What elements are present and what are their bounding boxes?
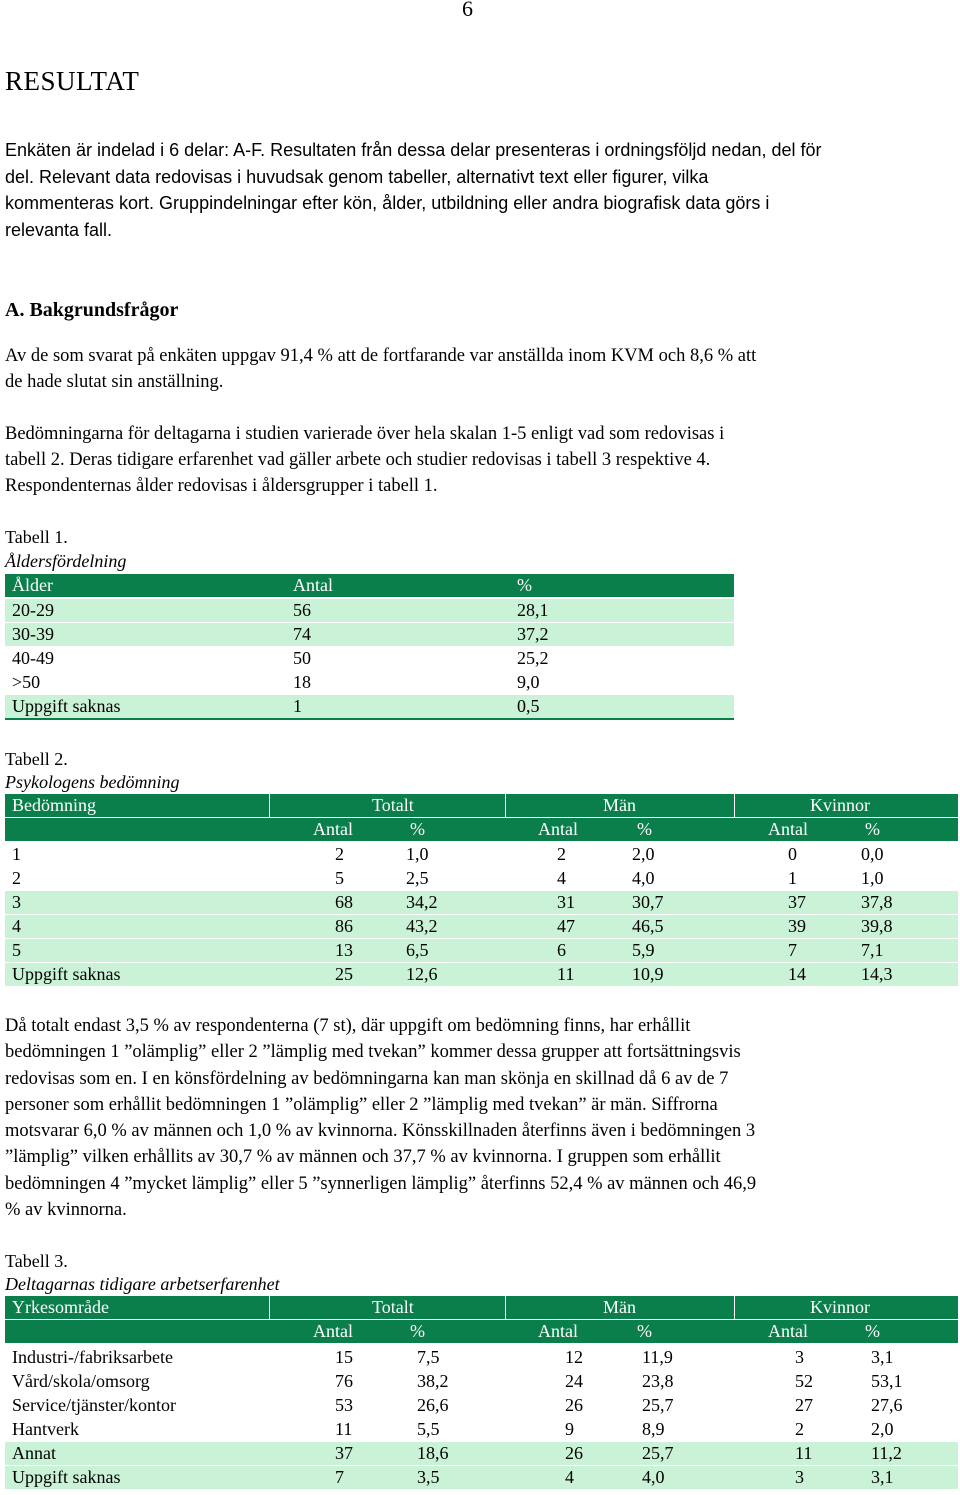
table-cell: 37,8 <box>861 892 893 912</box>
column-header: Antal <box>293 575 333 595</box>
column-header: Ålder <box>12 575 53 595</box>
table-cell: 3,1 <box>871 1467 894 1487</box>
column-header: Totalt <box>372 795 414 815</box>
table-cell: 13 <box>335 940 353 960</box>
table-cell: 50 <box>293 648 311 668</box>
table-cell: Vård/skola/omsorg <box>12 1371 150 1391</box>
table-cell: 18,6 <box>417 1443 449 1463</box>
table-row <box>5 915 958 938</box>
table-cell: Uppgift saknas <box>12 696 121 716</box>
paragraph-line: bedömningen 1 ”olämplig” eller 2 ”lämplig med tvekan” kommer dessa grupper att fortsättningsvis <box>5 1042 741 1063</box>
table-cell: 2 <box>335 844 344 864</box>
table-cell: 68 <box>335 892 353 912</box>
column-subheader: % <box>637 819 652 839</box>
table-cell: 12 <box>565 1347 583 1367</box>
column-subheader: % <box>865 1321 880 1341</box>
table-cell: 3 <box>12 892 21 912</box>
section-heading: A. Bakgrundsfrågor <box>5 299 179 321</box>
table-caption: Åldersfördelning <box>5 551 127 571</box>
table-cell: 14 <box>788 964 806 984</box>
column-header: % <box>517 575 532 595</box>
table-cell: 46,5 <box>632 916 664 936</box>
table-cell: 37 <box>788 892 806 912</box>
table-row <box>5 963 958 986</box>
table-row <box>5 647 734 670</box>
table-cell: >50 <box>12 672 41 692</box>
table-cell: 4 <box>557 868 566 888</box>
table-cell: 38,2 <box>417 1371 449 1391</box>
table-cell: 39,8 <box>861 916 893 936</box>
paragraph-line: personer som erhållit bedömningen 1 ”olämplig” eller 2 ”lämplig med tvekan” är män. Siffrorna <box>5 1094 718 1115</box>
table-header-row <box>5 574 734 597</box>
intro-line: Enkäten är indelad i 6 delar: A-F. Resultaten från dessa delar presenteras i ordningsföljd nedan, del för <box>5 140 822 160</box>
table-row <box>5 867 958 890</box>
table-header-row <box>5 794 958 817</box>
table-cell: 25,7 <box>642 1395 674 1415</box>
table-cell: 53,1 <box>871 1371 903 1391</box>
column-subheader: % <box>410 819 425 839</box>
table-cell: Industri-/fabriksarbete <box>12 1347 173 1367</box>
table-cell: 47 <box>557 916 575 936</box>
table-cell: 3,5 <box>417 1467 440 1487</box>
table-cell: 25,2 <box>517 648 549 668</box>
table-cell: 2 <box>795 1419 804 1439</box>
intro-line: kommenteras kort. Gruppindelningar efter kön, ålder, utbildning eller andra biografisk data görs i <box>5 193 770 213</box>
table-label: Tabell 1. <box>5 527 68 547</box>
table-cell: 9,0 <box>517 672 540 692</box>
table-row <box>5 1394 958 1417</box>
table-cell: 4 <box>565 1467 574 1487</box>
table-label: Tabell 3. <box>5 1251 68 1271</box>
table-cell: 31 <box>557 892 575 912</box>
table-cell: 14,3 <box>861 964 893 984</box>
table-row <box>5 1418 958 1441</box>
table-cell: 34,2 <box>406 892 438 912</box>
table-cell: 37 <box>335 1443 353 1463</box>
table-subheader-row <box>5 1320 958 1343</box>
table-cell: 5 <box>335 868 344 888</box>
paragraph-line: redovisas som en. I en könsfördelning av bedömningarna kan man skönja en skillnad då 6 av de 7 <box>5 1068 729 1089</box>
paragraph-line: bedömningen 4 ”mycket lämplig” eller 5 ”synnerligen lämplig” återfinns 52,4 % av männen och 46,9 <box>5 1173 757 1194</box>
table-cell: 11,9 <box>642 1347 673 1367</box>
table-header-row <box>5 1296 958 1319</box>
table-cell: 37,2 <box>517 624 549 644</box>
table-label: Tabell 2. <box>5 749 68 769</box>
table-cell: 1 <box>788 868 797 888</box>
table-row <box>5 623 734 646</box>
table-cell: 74 <box>293 624 311 644</box>
table-cell: 1,0 <box>861 868 884 888</box>
table-cell: 18 <box>293 672 311 692</box>
table-cell: 8,9 <box>642 1419 665 1439</box>
table-cell: 40-49 <box>12 648 54 668</box>
table-cell: 11 <box>795 1443 813 1463</box>
table-cell: 6,5 <box>406 940 429 960</box>
section-a-paragraph-1 <box>5 343 950 395</box>
table-row <box>5 843 958 866</box>
table-cell: 12,6 <box>406 964 438 984</box>
table-cell: 26 <box>565 1443 583 1463</box>
column-subheader: Antal <box>768 819 808 839</box>
table-cell: 53 <box>335 1395 353 1415</box>
table-cell: 0 <box>788 844 797 864</box>
table-cell: 4 <box>12 916 21 936</box>
table-cell: 23,8 <box>642 1371 674 1391</box>
table-row <box>5 599 734 622</box>
table-cell: 9 <box>565 1419 574 1439</box>
column-subheader: % <box>865 819 880 839</box>
table-cell: 24 <box>565 1371 583 1391</box>
section-a-paragraph-2 <box>5 421 950 499</box>
paragraph-line: Bedömningarna för deltagarna i studien varierade över hela skalan 1-5 enligt vad som redovisas i <box>5 424 725 444</box>
column-header: Kvinnor <box>810 1297 870 1317</box>
table-cell: Annat <box>12 1443 56 1463</box>
table-cell: Uppgift saknas <box>12 964 121 984</box>
intro-paragraph <box>5 137 950 243</box>
table-cell: 5,9 <box>632 940 655 960</box>
table-subheader-row <box>5 818 958 841</box>
table-cell: 2,0 <box>871 1419 894 1439</box>
table-row <box>5 891 958 914</box>
table-cell: 86 <box>335 916 353 936</box>
table-row <box>5 1370 958 1393</box>
table-cell: 10,9 <box>632 964 664 984</box>
column-header: Bedömning <box>12 795 96 815</box>
column-subheader: Antal <box>313 819 353 839</box>
table-cell: 11 <box>557 964 575 984</box>
table-cell: 30-39 <box>12 624 54 644</box>
table-cell: 3 <box>795 1467 804 1487</box>
table-cell: 26,6 <box>417 1395 449 1415</box>
table-row <box>5 695 734 720</box>
table-cell: 3,1 <box>871 1347 894 1367</box>
paragraph-line: tabell 2. Deras tidigare erfarenhet vad gäller arbete och studier redovisas i tabell 3 respektive 4. <box>5 450 711 470</box>
column-subheader: Antal <box>538 1321 578 1341</box>
column-header: Totalt <box>372 1297 414 1317</box>
table-cell: 43,2 <box>406 916 438 936</box>
table-cell: 2 <box>557 844 566 864</box>
table-cell: 4,0 <box>632 868 655 888</box>
analysis-paragraph <box>5 1013 950 1223</box>
table-cell: 26 <box>565 1395 583 1415</box>
table-cell: Hantverk <box>12 1419 79 1439</box>
table-cell: 56 <box>293 600 311 620</box>
table-row <box>5 939 958 962</box>
column-subheader: Antal <box>768 1321 808 1341</box>
table-cell: 20-29 <box>12 600 54 620</box>
intro-line: relevanta fall. <box>5 219 113 240</box>
table-cell: 25 <box>335 964 353 984</box>
table-cell: 2 <box>12 868 21 888</box>
paragraph-line: Då totalt endast 3,5 % av respondenterna (7 st), där uppgift om bedömning finns, har erhållit <box>5 1016 691 1036</box>
table-row <box>5 671 734 694</box>
table-cell: 11,2 <box>871 1443 902 1463</box>
paragraph-line: Av de som svarat på enkäten uppgav 91,4 % att de fortfarande var anställda inom KVM och 8,6 % att <box>5 346 757 366</box>
table-cell: 0,0 <box>861 844 884 864</box>
paragraph-line: ”lämplig” vilken erhållits av 30,7 % av männen och 37,7 % av kvinnorna. I gruppen som erhållit <box>5 1147 721 1168</box>
page-number: 6 <box>462 0 473 21</box>
column-subheader: Antal <box>538 819 578 839</box>
table-caption: Psykologens bedömning <box>5 772 180 792</box>
paragraph-line: de hade slutat sin anställning. <box>5 372 224 392</box>
column-header: Män <box>603 795 636 815</box>
table-cell: 0,5 <box>517 696 540 716</box>
table-cell: 28,1 <box>517 600 549 620</box>
table-cell: 7,5 <box>417 1347 440 1367</box>
table-cell: 3 <box>795 1347 804 1367</box>
table-cell: 76 <box>335 1371 353 1391</box>
table-cell: 1 <box>293 696 302 716</box>
column-subheader: % <box>637 1321 652 1341</box>
table-cell: 6 <box>557 940 566 960</box>
table-row <box>5 1466 958 1489</box>
table-cell: 7,1 <box>861 940 884 960</box>
table-cell: 2,0 <box>632 844 655 864</box>
table-cell: 2,5 <box>406 868 429 888</box>
intro-line: del. Relevant data redovisas i huvudsak genom tabeller, alternativt text eller figurer, vilka <box>5 166 709 187</box>
table-cell: 1 <box>12 844 21 864</box>
table-caption: Deltagarnas tidigare arbetserfarenhet <box>5 1274 280 1294</box>
table-cell: 5,5 <box>417 1419 440 1439</box>
column-header: Män <box>603 1297 636 1317</box>
page-title: RESULTAT <box>5 66 140 96</box>
table-cell: 27 <box>795 1395 813 1415</box>
column-header: Kvinnor <box>810 795 870 815</box>
table-cell: 5 <box>12 940 21 960</box>
table-cell: 39 <box>788 916 806 936</box>
table-cell: 7 <box>335 1467 344 1487</box>
table-cell: 52 <box>795 1371 813 1391</box>
table-cell: Uppgift saknas <box>12 1467 121 1487</box>
table-cell: 30,7 <box>632 892 664 912</box>
column-header: Yrkesområde <box>12 1297 109 1317</box>
paragraph-line: % av kvinnorna. <box>5 1200 127 1221</box>
table-cell: 1,0 <box>406 844 429 864</box>
table-cell: 4,0 <box>642 1467 665 1487</box>
table-cell: 11 <box>335 1419 353 1439</box>
table-cell: 27,6 <box>871 1395 903 1415</box>
paragraph-line: Respondenternas ålder redovisas i åldersgrupper i tabell 1. <box>5 476 438 496</box>
table-cell: 15 <box>335 1347 353 1367</box>
table-row <box>5 1442 958 1465</box>
paragraph-line: motsvarar 6,0 % av männen och 1,0 % av kvinnorna. Könsskillnaden återfinns även i bedömningen 3 <box>5 1121 756 1142</box>
table-row <box>5 1346 958 1369</box>
column-subheader: % <box>410 1321 425 1341</box>
table-cell: 25,7 <box>642 1443 674 1463</box>
column-subheader: Antal <box>313 1321 353 1341</box>
table-cell: 7 <box>788 940 797 960</box>
table-cell: Service/tjänster/kontor <box>12 1395 176 1415</box>
